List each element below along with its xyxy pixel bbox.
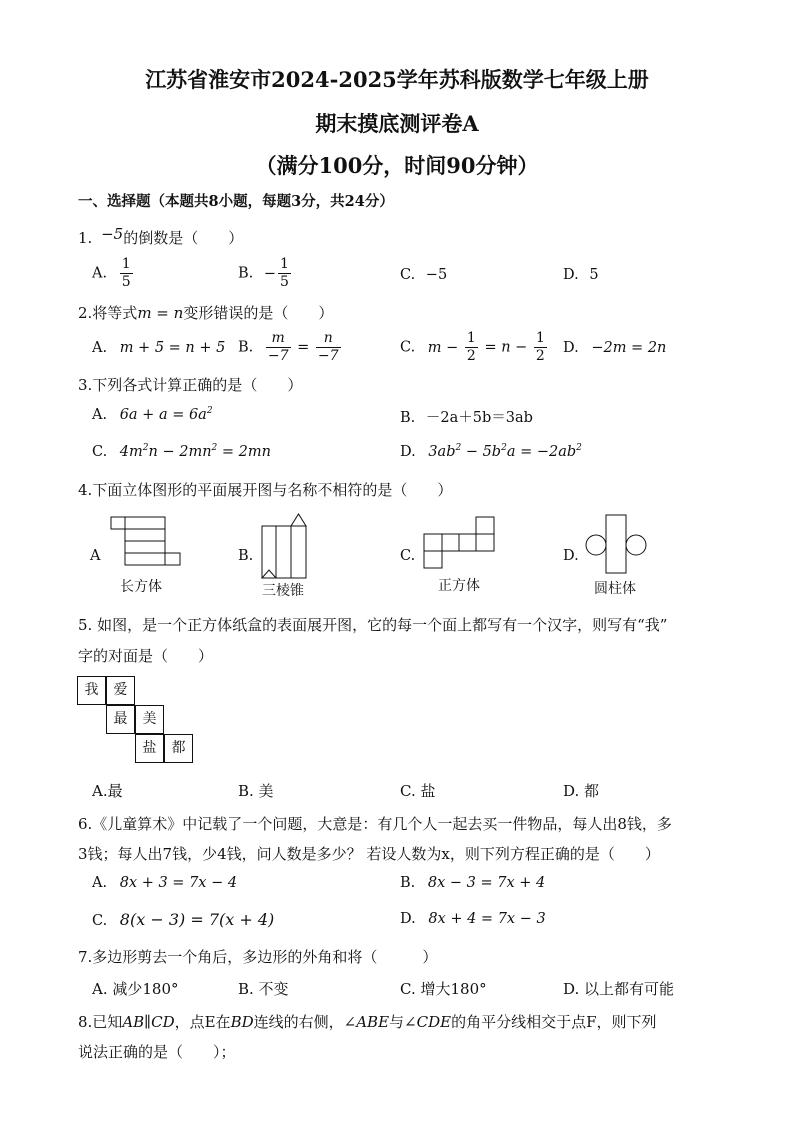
q3-option-d: D. $3ab^2 - 5b^2a = -2ab^2$ bbox=[400, 443, 582, 460]
cube-net-figure bbox=[422, 515, 498, 571]
q1-option-c: C. −5 bbox=[400, 267, 448, 283]
question-8-line2: 说法正确的是（ ）； bbox=[78, 1043, 236, 1061]
question-6-line2: 3钱；每人出7钱，少4钱，问人数是多少？ 若设人数为x，则下列方程正确的是（ ） bbox=[78, 845, 660, 863]
question-5-line2: 字的对面是（ ） bbox=[78, 647, 214, 665]
question-7: 7.多边形剪去一个角后，多边形的外角和将（ ） bbox=[78, 948, 438, 966]
q5-option-d: D. 都 bbox=[563, 782, 600, 800]
net-cell: 美 bbox=[135, 705, 164, 734]
question-5-line1: 5. 如图，是一个正方体纸盒的表面展开图，它的每一个面上都写有一个汉字，则写有“我” bbox=[78, 616, 668, 634]
net-cell: 都 bbox=[164, 734, 193, 763]
q1-option-b: B. − $\frac{1}{5}$ bbox=[238, 256, 289, 290]
net-cell: 盐 bbox=[135, 734, 164, 763]
q6-option-c: C. 8(x − 3) = 7(x + 4) bbox=[92, 910, 275, 929]
q7-option-c: C. 增大180° bbox=[400, 980, 487, 998]
q4-option-d-label: D. bbox=[563, 548, 579, 564]
page-title: 江苏省淮安市2024-2025学年苏科版数学七年级上册 bbox=[145, 67, 649, 92]
q4-option-b-label: B. bbox=[238, 548, 254, 564]
question-4: 4.下面立体图形的平面展开图与名称不相符的是（ ） bbox=[78, 481, 453, 499]
q3-option-c: C. $4m^2n - 2mn^2 = 2mn$ bbox=[92, 443, 271, 460]
q1-option-d: D. 5 bbox=[563, 267, 599, 283]
q6-option-d: D. 8x + 4 = 7x − 3 bbox=[400, 911, 546, 927]
q4-option-c-name: 正方体 bbox=[438, 578, 480, 594]
q2-option-a: A. m + 5 = n + 5 bbox=[92, 340, 226, 356]
question-8-line1: 8.已知AB∥CD，点E在BD连线的右侧，∠ABE与∠CDE的角平分线相交于点F，则下列 bbox=[78, 1013, 657, 1031]
net-cell: 最 bbox=[106, 705, 135, 734]
net-cell: 我 bbox=[77, 676, 106, 705]
q1-option-a: A. $\frac{1}{5}$ bbox=[92, 256, 131, 290]
section-heading: 一、选择题（本题共8小题，每题3分，共24分） bbox=[78, 193, 394, 210]
q4-option-c-label: C. bbox=[400, 548, 416, 564]
question-6-line1: 6.《儿童算术》中记载了一个问题，大意是：有几个人一起去买一件物品，每人出8钱，多 bbox=[78, 815, 672, 833]
question-3: 3.下列各式计算正确的是（ ） bbox=[78, 376, 303, 394]
q4-option-d-name: 圆柱体 bbox=[594, 581, 636, 597]
question-1: 1. −5的倒数是（ ） bbox=[78, 225, 244, 247]
q7-option-a: A. 减少180° bbox=[92, 980, 179, 998]
q4-option-a-label: A bbox=[90, 548, 101, 564]
q2-option-d: D. −2m = 2n bbox=[563, 340, 667, 356]
q7-option-d: D. 以上都有可能 bbox=[563, 980, 675, 998]
q3-option-b: B. －2a＋5b＝3ab bbox=[400, 410, 533, 426]
net-cell: 爱 bbox=[106, 676, 135, 705]
cuboid-net-figure bbox=[108, 515, 184, 567]
q4-option-b-name: 三棱锥 bbox=[262, 583, 304, 599]
q2-option-b: B. $\frac{m}{-7}$ = $\frac{n}{-7}$ bbox=[238, 330, 339, 364]
q2-option-c: C. m − $\frac{1}{2}$ = n − $\frac{1}{2}$ bbox=[400, 330, 545, 364]
pyramid-net-figure bbox=[256, 512, 312, 580]
q7-option-b: B. 不变 bbox=[238, 980, 289, 998]
score-time-note: （满分100分，时间90分钟） bbox=[255, 153, 539, 178]
cylinder-net-figure bbox=[584, 513, 650, 575]
q5-option-c: C. 盐 bbox=[400, 782, 436, 800]
q6-option-a: A. 8x + 3 = 7x − 4 bbox=[92, 875, 238, 891]
question-2: 2.将等式m = n变形错误的是（ ） bbox=[78, 304, 334, 322]
q5-option-b: B. 美 bbox=[238, 782, 274, 800]
q6-option-b: B. 8x − 3 = 7x + 4 bbox=[400, 875, 546, 891]
page-subtitle: 期末摸底测评卷A bbox=[315, 111, 479, 136]
q5-option-a: A.最 bbox=[92, 782, 123, 800]
q4-option-a-name: 长方体 bbox=[120, 579, 162, 595]
q3-option-a: A. $6a + a = 6a^2$ bbox=[92, 406, 213, 423]
